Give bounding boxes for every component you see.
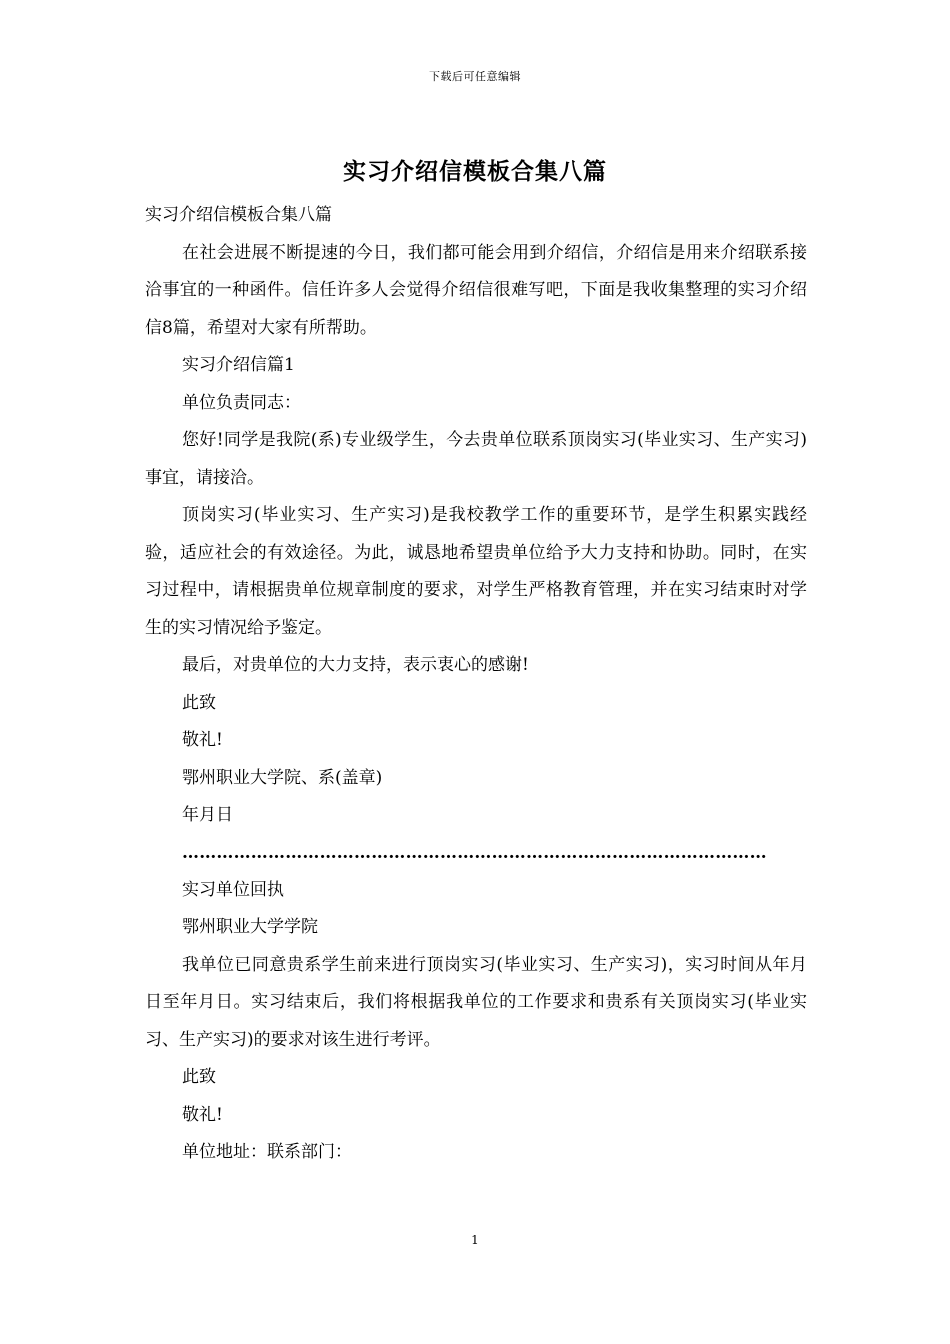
body-paragraph: 您好!同学是我院(系)专业级学生，今去贵单位联系顶岗实习(毕业实习、生产实习)事宜，请接洽。 <box>145 430 807 488</box>
date-line: 年月日 <box>182 805 233 825</box>
closing-line: 敬礼! <box>182 730 223 750</box>
document-title: 实习介绍信模板合集八篇 <box>343 158 607 185</box>
body-paragraph: 顶岗实习(毕业实习、生产实习)是我校教学工作的重要环节，是学生积累实践经验，适应社会的有效途径。为此，诚恳地希望贵单位给予大力支持和协助。同时，在实习过程中，请根据贵单位规章制度的要求，对学生严格教育管理，并在实习结束时对学生的实习情况给予鉴定。 <box>145 505 807 638</box>
signature-line: 鄂州职业大学院、系(盖章) <box>182 767 383 788</box>
section-heading-1: 实习介绍信篇1 <box>182 355 295 375</box>
closing-line: 敬礼! <box>182 1104 223 1125</box>
dotted-separator: ………………………………………………………………………………………… <box>182 842 767 863</box>
closing-line: 此致 <box>182 692 216 713</box>
recipient-line: 鄂州职业大学学院 <box>182 917 318 937</box>
intro-paragraph: 在社会进展不断提速的今日，我们都可能会用到介绍信，介绍信是用来介绍联系接洽事宜的一种函件。信任许多人会觉得介绍信很难写吧，下面是我收集整理的实习介绍信8篇，希望对大家有所帮助。 <box>145 242 807 338</box>
section-heading-2: 实习单位回执 <box>182 879 284 900</box>
salutation: 单位负责同志： <box>182 392 301 413</box>
body-paragraph: 最后，对贵单位的大力支持，表示衷心的感谢! <box>182 655 529 675</box>
closing-line: 此致 <box>182 1067 216 1087</box>
header-note: 下载后可任意编辑 <box>429 70 521 83</box>
address-line: 单位地址：联系部门： <box>182 1142 352 1162</box>
document-body <box>145 197 807 1172</box>
subtitle-paragraph: 实习介绍信模板合集八篇 <box>145 205 332 225</box>
page-number: 1 <box>471 1233 479 1247</box>
body-paragraph: 我单位已同意贵系学生前来进行顶岗实习(毕业实习、生产实习)，实习时间从年月日至年月日。实习结束后，我们将根据我单位的工作要求和贵系有关顶岗实习(毕业实习、生产实习)的要求对该生进行考评。 <box>145 954 807 1050</box>
